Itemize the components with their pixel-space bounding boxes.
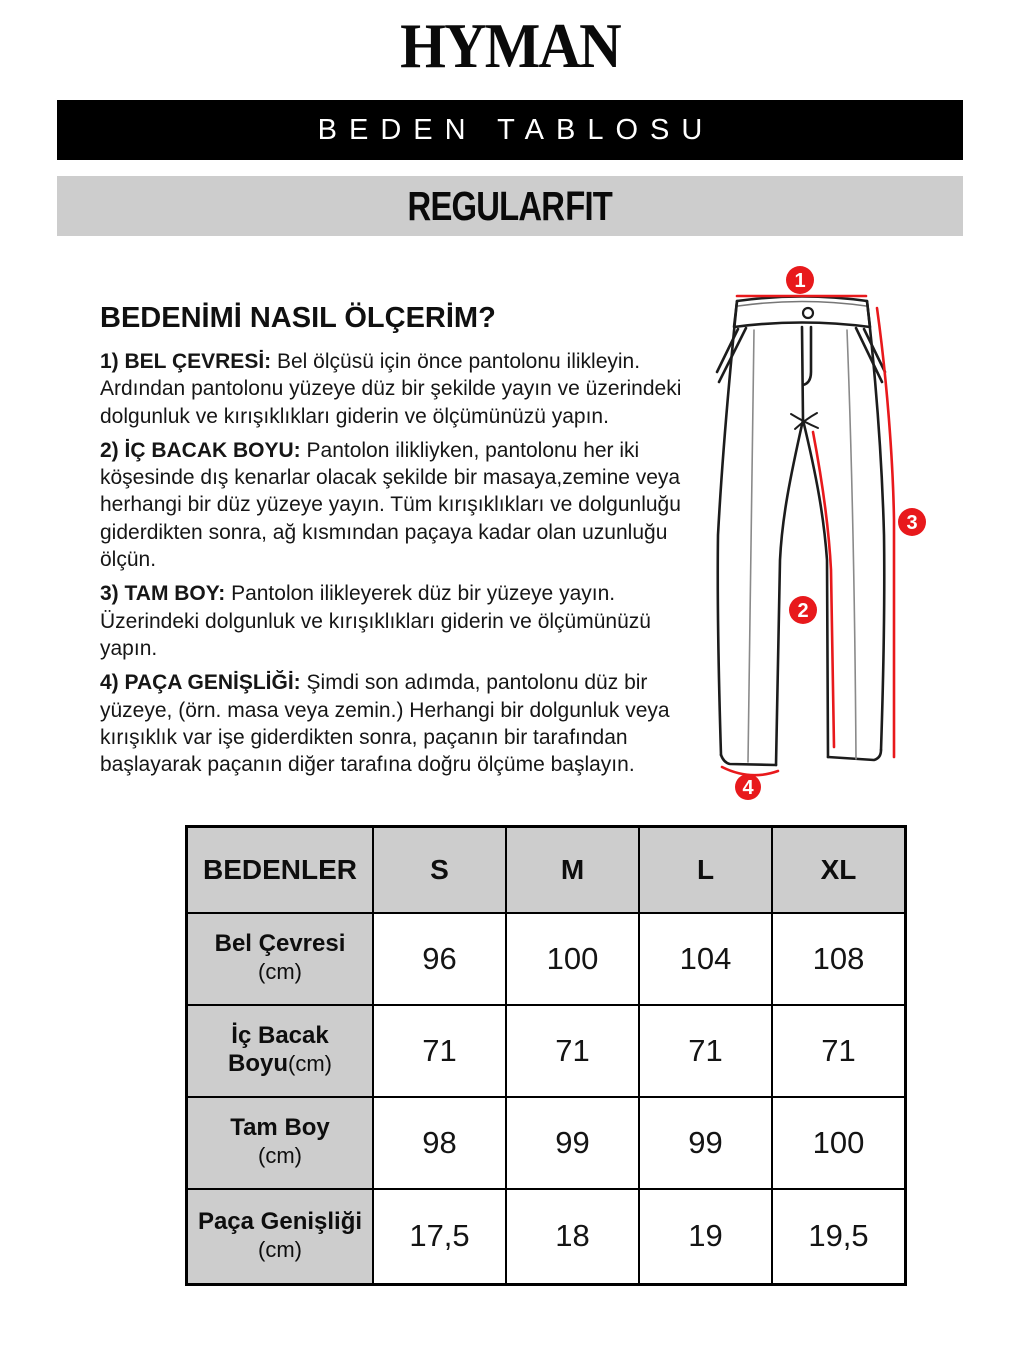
instruction-step-3 (100, 580, 688, 662)
row-label-paca-genisligi (187, 1189, 374, 1285)
pants-illustration-svg (680, 260, 1020, 800)
marker-1 (786, 266, 814, 294)
pants-diagram (680, 260, 1020, 800)
measure-instructions (100, 302, 688, 785)
banner-title: BEDEN TABLOSU (317, 113, 715, 146)
svg-text:2: 2 (797, 600, 809, 622)
left-crease (748, 330, 754, 762)
cell-bel-l: 104 (639, 913, 772, 1005)
left-inseam (776, 420, 803, 765)
row-label-text-2: Boyu (228, 1049, 288, 1077)
banner-bar (57, 100, 963, 160)
row-label-ic-bacak (187, 1005, 374, 1097)
step-1-label: 1) BEL ÇEVRESİ: (100, 350, 272, 373)
cell-tamboy-l: 99 (639, 1097, 772, 1189)
table-row-bel-cevresi (187, 913, 906, 1005)
cell-paca-xl: 19,5 (772, 1189, 906, 1285)
cell-icbacak-m: 71 (506, 1005, 639, 1097)
step-2-label: 2) İÇ BACAK BOYU: (100, 438, 301, 462)
svg-text:3: 3 (906, 512, 918, 534)
cell-icbacak-l: 71 (639, 1005, 772, 1097)
cell-paca-s: 17,5 (373, 1189, 506, 1285)
size-table-header-row (187, 827, 906, 913)
row-label-text: Paça Genişliği (197, 1208, 363, 1236)
size-table (185, 825, 907, 1286)
cell-tamboy-s: 98 (373, 1097, 506, 1189)
cell-tamboy-xl: 100 (772, 1097, 906, 1189)
table-row-paca-genisligi (187, 1189, 906, 1285)
table-row-ic-bacak (187, 1005, 906, 1097)
step-3-label: 3) TAM BOY: (100, 582, 226, 606)
step-4-text: Şimdi son adımda, pantolonu düz bir yüzeye, (örn. masa veya zemin.) Herhangi bir dolgunluk veya kırışıklık var işe giderdikten sonra, paçanın bir tarafından başlayarak paçanın diğer tarafına doğru ölçüme başlayın. (100, 671, 670, 777)
svg-text:1: 1 (794, 270, 806, 292)
row-unit: (cm) (258, 958, 302, 984)
row-label-text: Tam Boy (230, 1114, 330, 1142)
fit-label: REGULAR FIT (407, 182, 613, 229)
row-unit: (cm) (258, 1236, 302, 1262)
instruction-step-1 (100, 348, 688, 430)
step-3-text: Pantolon ilikleyerek düz bir yüzeye yayın. Üzerindeki dolgunluk ve kırışıklıkları giderin ve ölçümünüzü yapın. (100, 582, 651, 660)
cell-paca-m: 18 (506, 1189, 639, 1285)
fly-seam (802, 327, 803, 420)
row-label-text: Bel Çevresi (214, 930, 346, 958)
instruction-step-4 (100, 669, 688, 778)
right-hem (828, 750, 881, 760)
measure-line-hem (722, 767, 778, 775)
step-1-text: Bel ölçüsü için önce pantolonu ilikleyin. Ardından pantolonu yüzeye düz bir şekilde yayın ve üzerindeki dolgunluk ve kırışıklıkları giderin ve ölçümünüzü yapın. (100, 350, 682, 428)
row-label-text: İç Bacak (231, 1022, 329, 1050)
header-size-m: M (506, 827, 639, 913)
waist-button (803, 308, 813, 318)
instruction-step-2 (100, 437, 688, 573)
row-unit: (cm) (288, 1050, 332, 1076)
table-row-tam-boy (187, 1097, 906, 1189)
header-size-l: L (639, 827, 772, 913)
marker-3 (898, 508, 926, 536)
right-crease (847, 330, 856, 759)
cell-bel-s: 96 (373, 913, 506, 1005)
step-4-label: 4) PAÇA GENİŞLİĞİ: (100, 671, 301, 695)
header-size-xl: XL (772, 827, 906, 913)
cell-icbacak-s: 71 (373, 1005, 506, 1097)
instructions-heading: BEDENİMİ NASIL ÖLÇERİM? (100, 302, 496, 334)
marker-2 (789, 596, 817, 624)
brand-logo: HYMAN (400, 10, 620, 81)
header-bedenler: BEDENLER (187, 827, 374, 913)
left-outer-seam (718, 301, 737, 755)
header-size-s: S (373, 827, 506, 913)
right-inseam (803, 420, 828, 757)
svg-text:4: 4 (742, 777, 754, 799)
cell-bel-m: 100 (506, 913, 639, 1005)
waistband-top-seam (738, 302, 866, 307)
row-unit: (cm) (258, 1142, 302, 1168)
cell-paca-l: 19 (639, 1189, 772, 1285)
cell-tamboy-m: 99 (506, 1097, 639, 1189)
row-label-bel-cevresi (187, 913, 374, 1005)
cell-icbacak-xl: 71 (772, 1005, 906, 1097)
marker-4 (735, 774, 761, 800)
cell-bel-xl: 108 (772, 913, 906, 1005)
fly-j-stitch (803, 327, 811, 385)
step-2-text: Pantolon ilikliyken, pantolonu her iki köşesinde dış kenarlar olacak şekilde bir masaya,zemine veya herhangi bir düz yüzeye yayın. Tüm kırışıklıkları ve dolgunluğu giderdikten sonra, ağ kısmından paçaya kadar olan uzunluğu ölçün. (100, 438, 681, 572)
fit-bar (57, 176, 963, 236)
row-label-tam-boy (187, 1097, 374, 1189)
